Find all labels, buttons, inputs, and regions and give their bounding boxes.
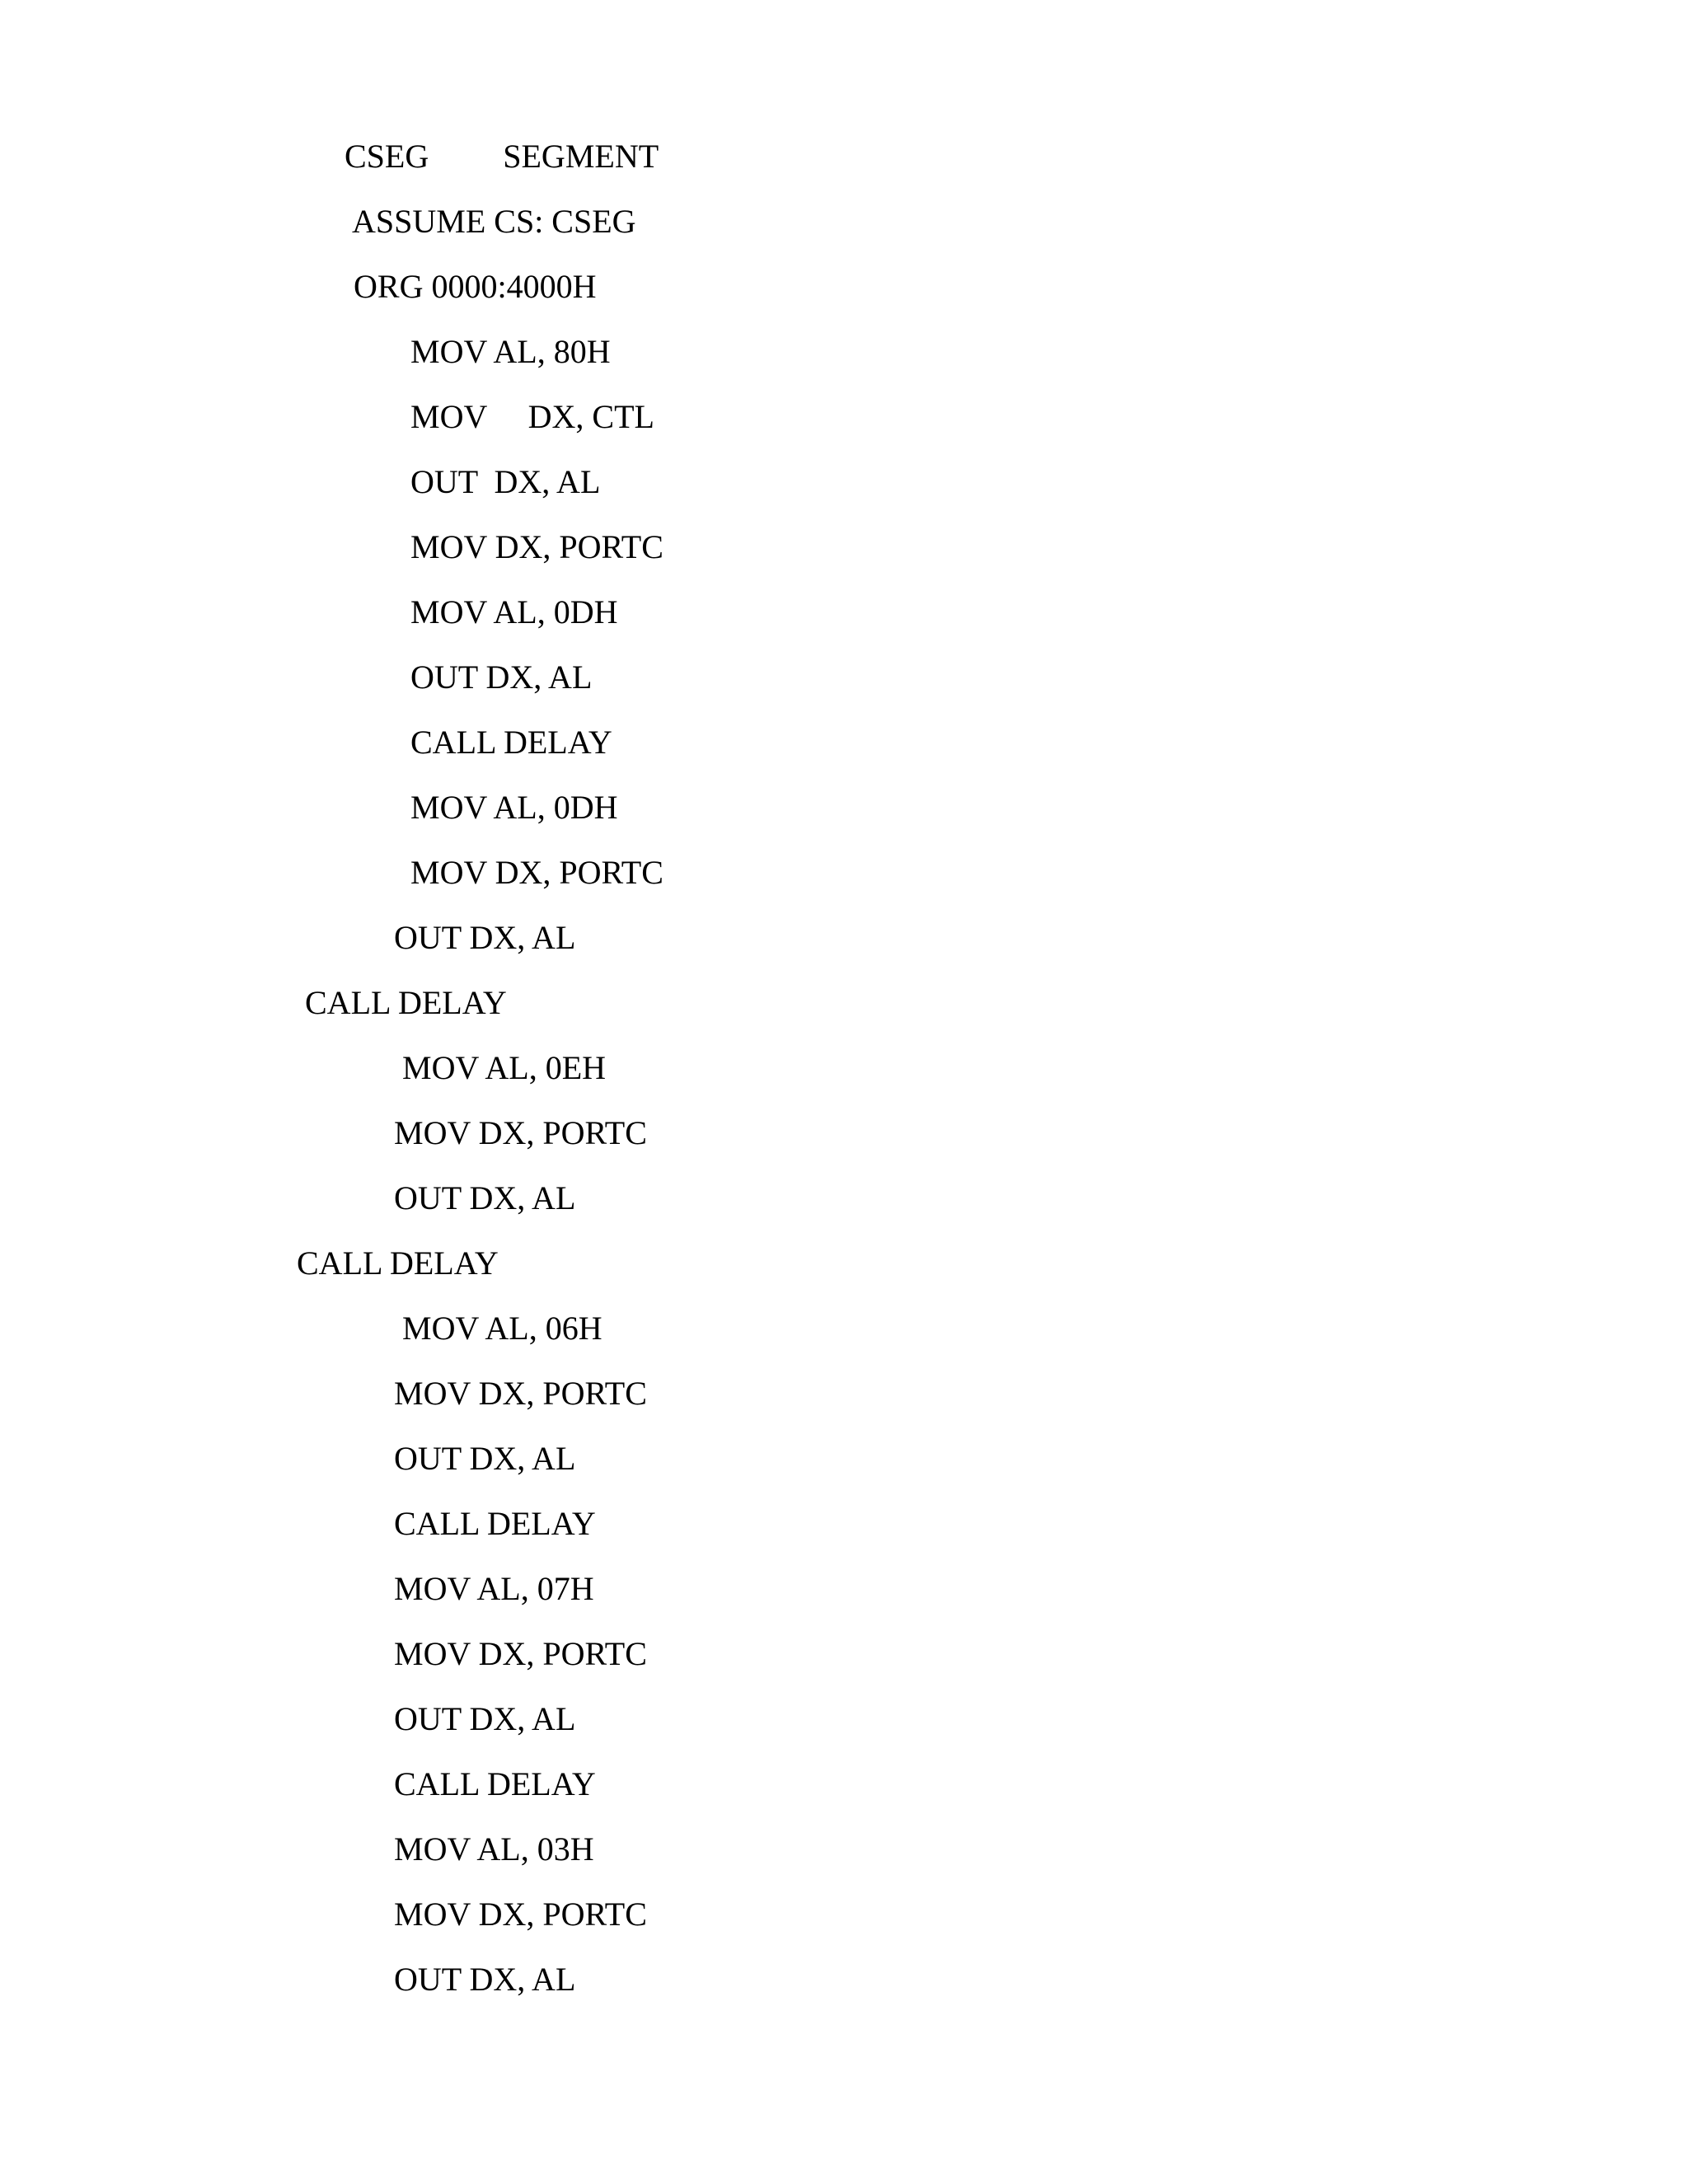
code-line: MOV DX, PORTC (394, 1114, 647, 1151)
code-line: OUT DX, AL (394, 1440, 576, 1477)
code-line: MOV AL, 80H (410, 333, 611, 370)
code-line: MOV AL, 07H (394, 1570, 594, 1607)
code-line: OUT DX, AL (394, 1179, 576, 1216)
code-line: MOV AL, 06H (402, 1310, 603, 1347)
code-line: MOV AL, 0DH (410, 593, 618, 630)
code-line: ORG 0000:4000H (354, 268, 597, 305)
code-line: OUT DX, AL (394, 919, 576, 956)
code-line: OUT DX, AL (394, 1700, 576, 1737)
code-line: CSEG SEGMENT (345, 138, 659, 175)
code-line: MOV DX, PORTC (410, 528, 663, 565)
code-line: MOV AL, 03H (394, 1830, 594, 1868)
code-line: OUT DX, AL (410, 463, 601, 500)
code-line: CALL DELAY (410, 724, 612, 761)
code-line: ASSUME CS: CSEG (352, 203, 636, 240)
code-line: MOV DX, PORTC (394, 1375, 647, 1412)
code-line: MOV AL, 0DH (410, 789, 618, 826)
code-line: CALL DELAY (305, 984, 507, 1021)
code-line: MOV DX, CTL (410, 398, 654, 435)
code-line: MOV AL, 0EH (402, 1049, 607, 1086)
code-line: CALL DELAY (297, 1244, 499, 1282)
code-line: CALL DELAY (394, 1765, 596, 1802)
code-line: MOV DX, PORTC (394, 1896, 647, 1933)
code-line: MOV DX, PORTC (410, 854, 663, 891)
code-line: OUT DX, AL (410, 658, 593, 696)
code-line: OUT DX, AL (394, 1961, 576, 1998)
code-line: MOV DX, PORTC (394, 1635, 647, 1672)
code-line: CALL DELAY (394, 1505, 596, 1542)
